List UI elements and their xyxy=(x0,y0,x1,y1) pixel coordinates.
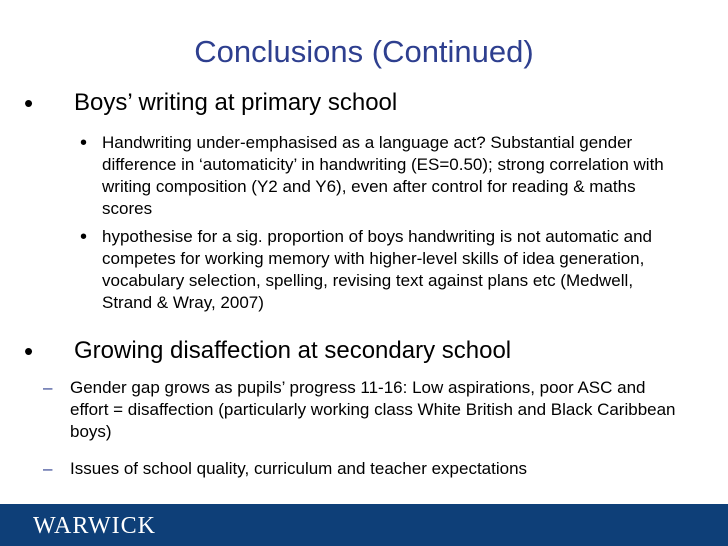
bullet-icon: • xyxy=(80,226,88,248)
bullet-icon: • xyxy=(24,88,34,118)
footer-bar xyxy=(0,504,728,546)
section-heading-text: Growing disaffection at secondary school xyxy=(74,337,512,364)
section-heading-text: Boys’ writing at primary school xyxy=(74,89,398,116)
subitem-gender-gap xyxy=(43,377,683,443)
bullet-icon: • xyxy=(24,336,34,366)
subitem-hypothesis xyxy=(80,226,680,314)
subitem-text: Handwriting under-emphasised as a language act? Substantial gender difference in ‘automaticity’ in handwriting (ES=0.50); strong correlation with writing composition (Y2 and Y6), even after control for reading & maths scores xyxy=(102,133,664,218)
subitem-school-quality xyxy=(43,458,683,480)
subitem-text: Issues of school quality, curriculum and teacher expectations xyxy=(70,459,528,478)
warwick-logo: WARWICK xyxy=(33,513,156,539)
subitem-handwriting xyxy=(80,132,680,220)
dash-icon: – xyxy=(43,378,53,397)
dash-icon: – xyxy=(43,459,53,478)
bullet-icon: • xyxy=(80,132,88,154)
slide-title: Conclusions (Continued) xyxy=(194,34,534,69)
subitem-text: hypothesise for a sig. proportion of boys handwriting is not automatic and competes for working memory with higher-level skills of idea generation, vocabulary selection, spelling, revising text against plans etc (Medwell, Strand & Wray, 2007) xyxy=(102,227,652,312)
subitem-text: Gender gap grows as pupils’ progress 11-16: Low aspirations, poor ASC and effort = disaffection (particularly working class White British and Black Caribbean boys) xyxy=(70,378,676,441)
